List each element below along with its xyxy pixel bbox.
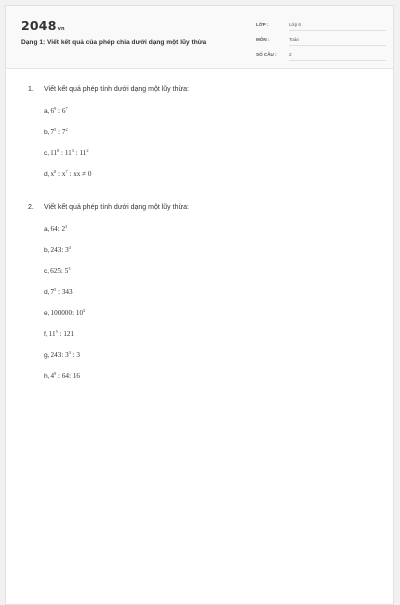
meta-value: Toán [289, 37, 386, 46]
sub-question-label: f, [44, 331, 48, 338]
math-expression [50, 267, 70, 275]
exponent: 3 [68, 350, 71, 355]
math-term: : 64: 16 [56, 372, 81, 380]
worksheet-title: Dạng 1: Viết kết quả của phép chia dưới dạng một lũy thừa [21, 39, 207, 46]
sub-question-label: h, [44, 373, 50, 380]
math-term: x [50, 170, 55, 178]
sub-question-label: a, [44, 108, 50, 115]
exponent: 5 [55, 329, 58, 334]
question-2 [28, 204, 383, 392]
math-expression [51, 351, 81, 359]
exponent: 3 [68, 266, 71, 271]
worksheet [5, 5, 394, 605]
math-expression [51, 170, 92, 178]
math-term: : 3 [70, 351, 81, 359]
exponent: 5 [54, 127, 57, 132]
question-list [28, 86, 383, 406]
math-term: 6 [50, 107, 55, 115]
question-heading [28, 204, 383, 216]
exponent: 3 [65, 224, 68, 229]
exponent: 3 [71, 148, 74, 153]
math-term: 11 [64, 149, 72, 157]
math-term: : 343 [56, 288, 73, 296]
question-number: 2. [28, 204, 34, 211]
worksheet-header [6, 6, 393, 69]
exponent: 2 [65, 127, 68, 132]
exponent: 3 [83, 308, 86, 313]
exponent: 2 [86, 148, 89, 153]
math-expression [50, 149, 88, 157]
meta-value: Lớp 6 [289, 22, 386, 31]
question-text: Viết kết quả phép tính dưới dạng một lũy thừa: [44, 86, 189, 93]
sub-question [28, 266, 383, 287]
sub-question-label: b, [44, 247, 50, 254]
logo-suffix: vn [57, 26, 65, 32]
exponent: 9 [54, 371, 57, 376]
math-term: 100000: 10 [50, 309, 84, 317]
math-expression [51, 107, 68, 115]
math-term: : [56, 107, 62, 115]
math-expression [51, 246, 71, 254]
meta-label: SỐ CÂU : [256, 52, 277, 57]
math-term: : [59, 149, 65, 157]
sub-question [28, 224, 383, 245]
meta-row-subject [256, 35, 386, 50]
question-1 [28, 86, 383, 190]
sub-question [28, 350, 383, 371]
sub-question-label: e, [44, 310, 50, 317]
math-expression [51, 225, 68, 233]
worksheet-meta [256, 20, 386, 65]
math-term: 7 [61, 128, 66, 136]
sub-question [28, 371, 383, 392]
math-term: : [56, 128, 62, 136]
math-term: 4 [50, 372, 55, 380]
sub-question-label: b, [44, 129, 50, 136]
sub-question-label: a, [44, 226, 50, 233]
math-expression [49, 330, 74, 338]
sub-question [28, 308, 383, 329]
sub-question [28, 127, 383, 148]
math-term: 11 [48, 330, 56, 338]
math-expression [51, 309, 86, 317]
math-expression [51, 128, 68, 136]
sub-question-label: d, [44, 171, 50, 178]
math-term: 243: 3 [50, 351, 69, 359]
exponent: 5 [54, 287, 57, 292]
meta-value: 2 [289, 52, 386, 61]
math-expression [51, 372, 81, 380]
math-term: 64: 2 [50, 225, 66, 233]
question-text: Viết kết quả phép tính dưới dạng một lũy thừa: [44, 204, 189, 211]
math-term: : [67, 170, 74, 178]
math-term: 11 [79, 149, 87, 157]
math-term: xx ≠ 0 [73, 170, 92, 178]
math-term: : 121 [57, 330, 75, 338]
math-term: 6 [61, 107, 66, 115]
exponent: 9 [54, 106, 57, 111]
sub-question [28, 287, 383, 308]
exponent: 8 [57, 148, 60, 153]
exponent: 4 [68, 245, 71, 250]
sub-question-label: c, [44, 150, 50, 157]
meta-row-class [256, 20, 386, 35]
math-term: x [61, 170, 66, 178]
sub-question-label: c, [44, 268, 50, 275]
math-term: : [56, 170, 62, 178]
meta-label: MÔN : [256, 37, 270, 42]
sub-question [28, 148, 383, 169]
question-number: 1. [28, 86, 34, 93]
meta-label: LỚP : [256, 22, 269, 27]
sub-question [28, 245, 383, 266]
sub-question-label: g, [44, 352, 50, 359]
math-term: : [73, 149, 80, 157]
exponent: 7 [65, 106, 68, 111]
math-term: 11 [50, 149, 58, 157]
site-logo[interactable]: 2048vn [21, 18, 65, 33]
sub-question-label: d, [44, 289, 50, 296]
math-term: 7 [50, 288, 55, 296]
sub-question [28, 169, 383, 190]
meta-row-question-count [256, 50, 386, 65]
math-term: 7 [50, 128, 55, 136]
sub-question [28, 329, 383, 350]
sub-question [28, 106, 383, 127]
exponent: 7 [65, 169, 68, 174]
math-expression [51, 288, 73, 296]
question-heading [28, 86, 383, 98]
math-term: 243: 3 [50, 246, 69, 254]
exponent: 8 [54, 169, 57, 174]
math-term: 625: 5 [50, 267, 69, 275]
